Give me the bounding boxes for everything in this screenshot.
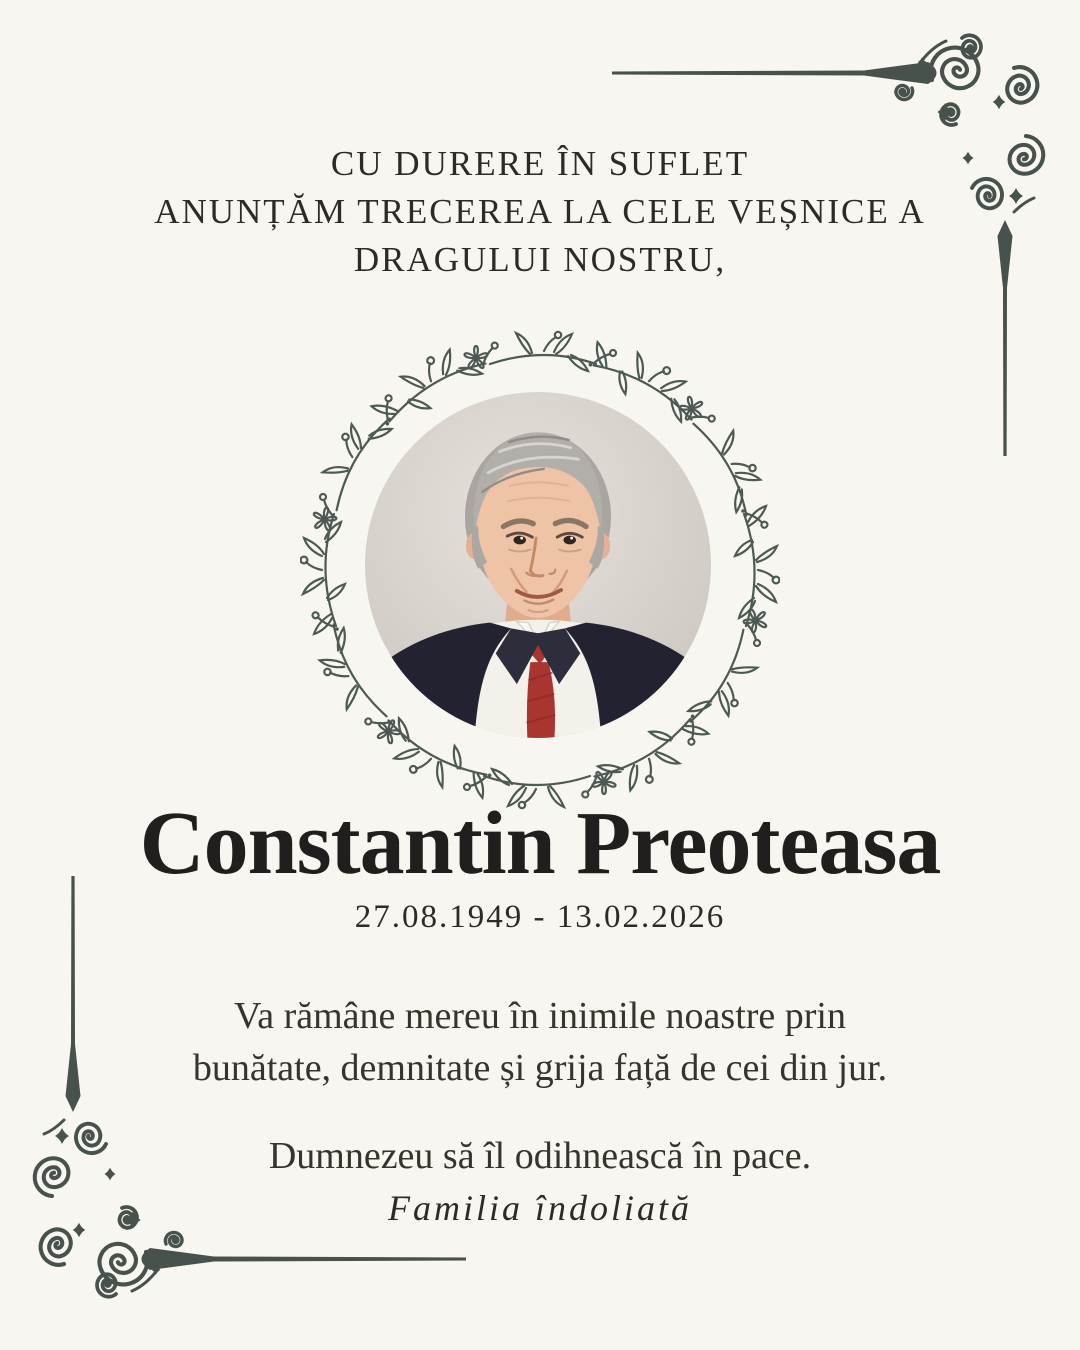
announcement-line-3: DRAGULUI NOSTRU, [353,240,727,279]
family-signature: Familia îndoliată [387,1188,692,1228]
announcement-heading [0,140,1080,284]
deceased-dates: 27.08.1949 - 13.02.2026 [354,899,726,935]
tribute-line-1: Va rămâne mereu în inimile noastre prin [233,995,846,1037]
flourish-horizontal-rule [612,62,937,84]
portrait-photo [365,392,711,738]
tribute-line-2: bunătate, demnitate și grija față de cei din jur. [192,1047,888,1089]
prayer-text: Dumnezeu să îl odihnească în pace. [268,1135,812,1177]
announcement-line-1: CU DURERE ÎN SUFLET [330,144,750,183]
tribute-text [0,990,1080,1094]
announcement-line-2: ANUNȚĂM TRECEREA LA CELE VEȘNICE A [154,192,926,231]
deceased-name: Constantin Preoteasa [139,794,941,893]
